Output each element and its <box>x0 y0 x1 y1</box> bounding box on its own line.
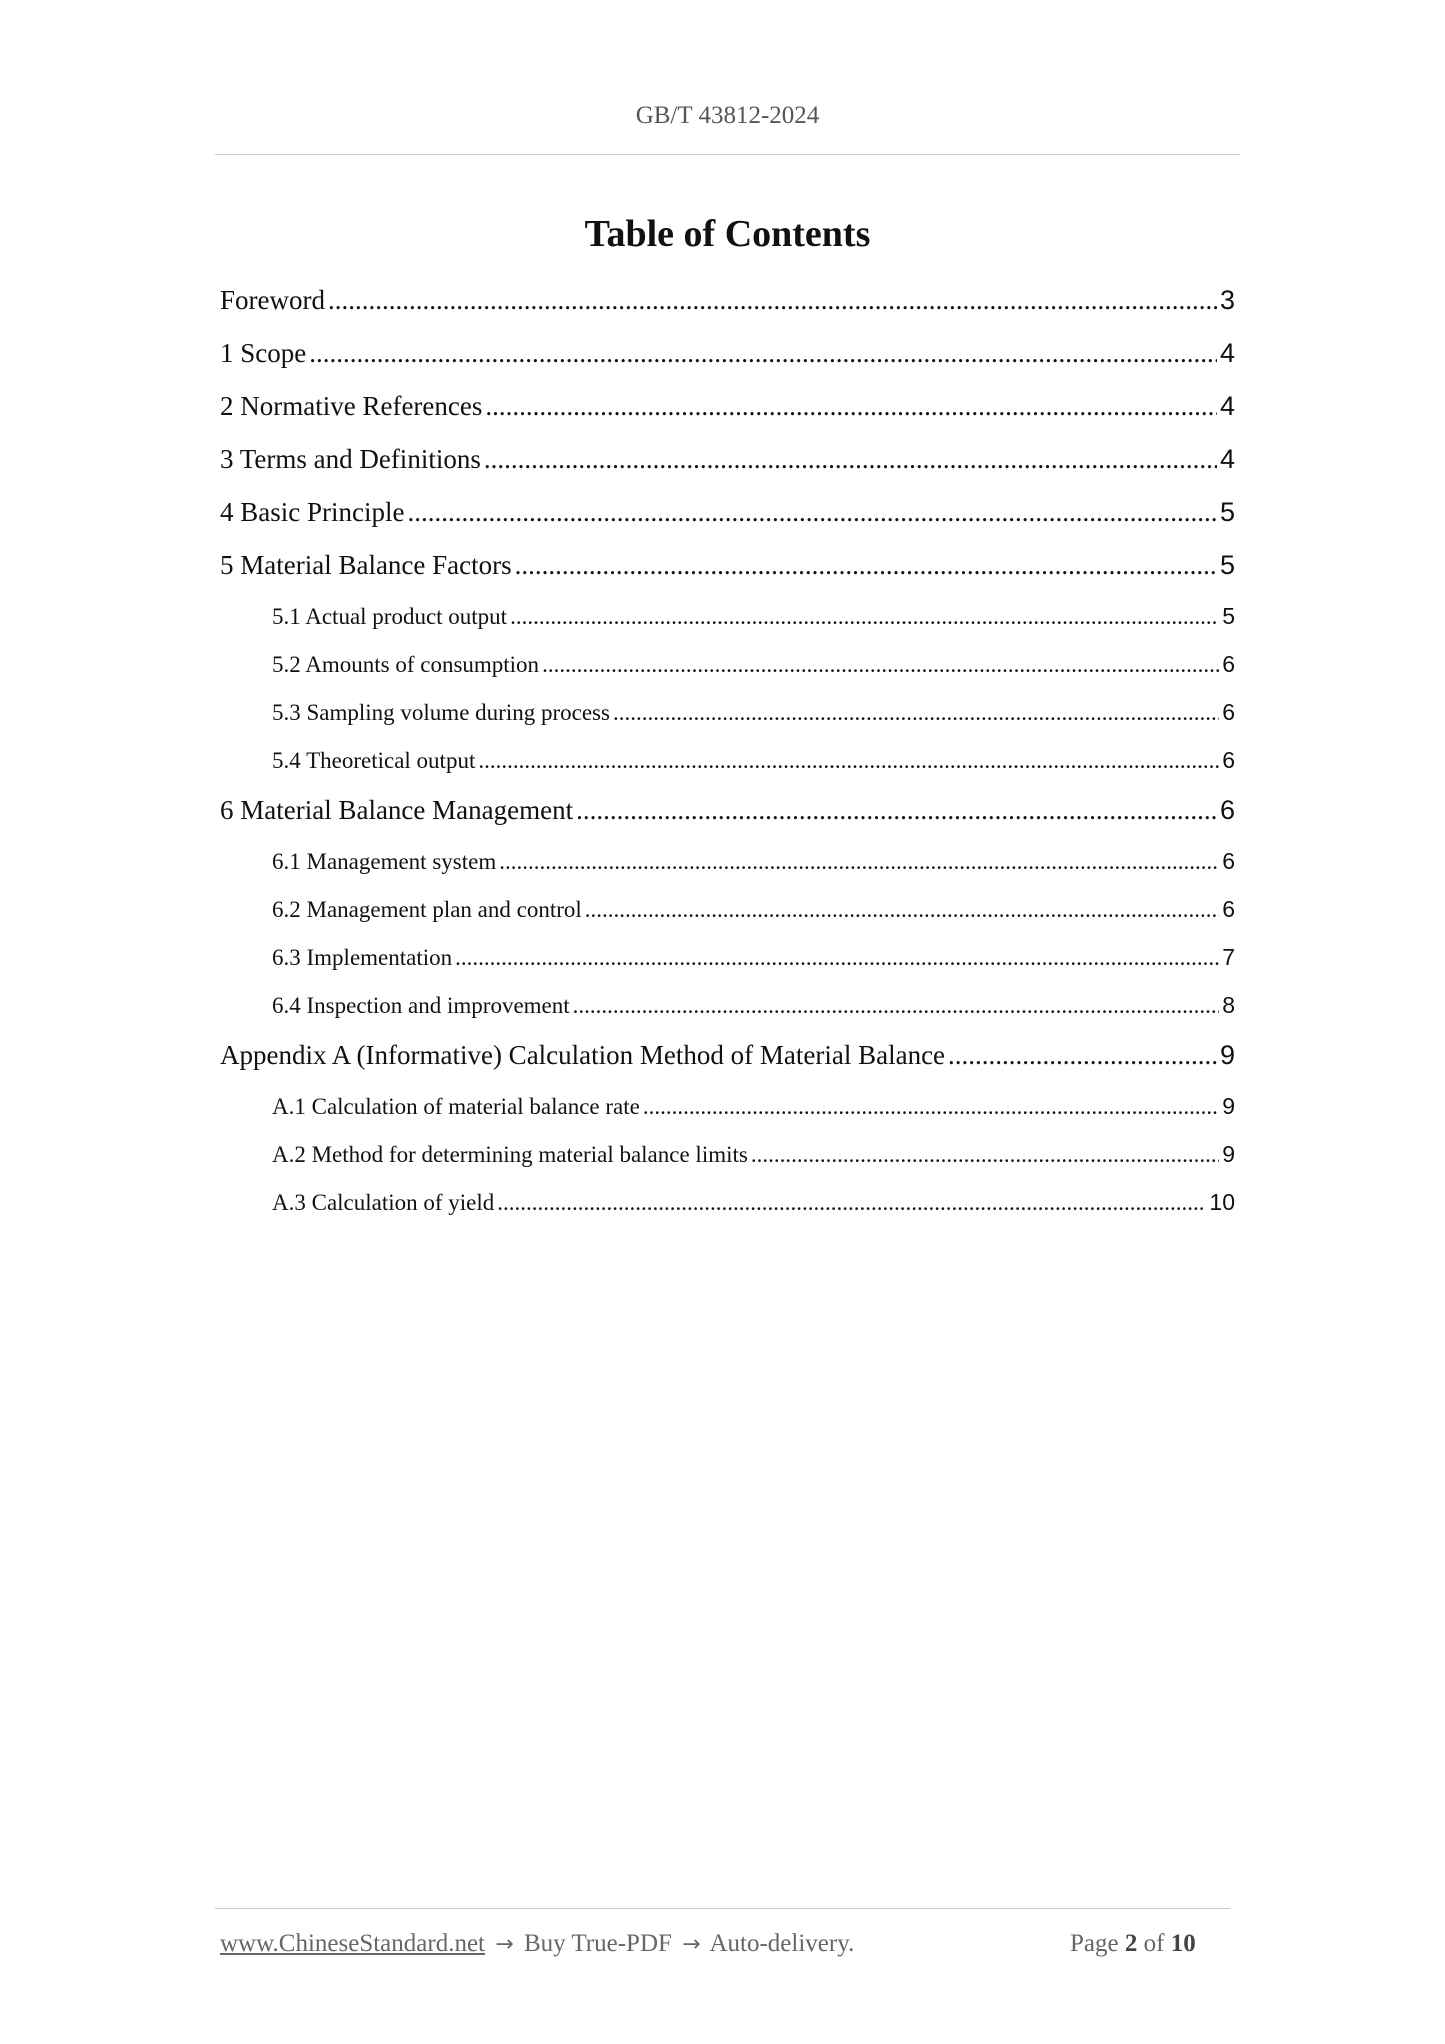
toc-entry-page: 5 <box>1219 550 1235 580</box>
toc-entry-label: 6.2 Management plan and control <box>272 897 582 922</box>
toc-entry[interactable] <box>220 896 1235 944</box>
toc-entry-label: 6 Material Balance Management <box>220 795 574 825</box>
toc-entry-page: 10 <box>1209 1189 1235 1215</box>
toc-entry[interactable] <box>220 391 1235 444</box>
toc-entry-page: 4 <box>1219 391 1235 421</box>
toc-entry[interactable] <box>220 795 1235 848</box>
toc-entry-label: 5 Material Balance Factors <box>220 550 512 580</box>
toc-dot-leader <box>484 444 1217 475</box>
toc-entry[interactable] <box>220 1189 1235 1237</box>
toc-entry[interactable] <box>220 1141 1235 1189</box>
toc-dot-leader <box>328 285 1217 316</box>
toc-dot-leader <box>613 700 1219 726</box>
toc-entry-page: 6 <box>1222 848 1235 874</box>
toc-entry-label: Foreword <box>220 285 325 315</box>
toc-dot-leader <box>751 1142 1219 1168</box>
arrow-right-icon: → <box>682 1932 701 1957</box>
toc-dot-leader <box>455 945 1219 971</box>
document-code-header: GB/T 43812-2024 <box>635 102 820 129</box>
website-link[interactable]: www.ChineseStandard.net <box>220 1930 485 1957</box>
toc-entry-label: 6.1 Management system <box>272 849 497 874</box>
toc-entry-page: 5 <box>1222 603 1235 629</box>
footer-divider <box>215 1908 1230 1909</box>
toc-dot-leader <box>948 1040 1217 1071</box>
toc-entry-page: 8 <box>1222 992 1235 1018</box>
toc-entry-label: 5.4 Theoretical output <box>272 748 476 773</box>
toc-entry-label: 6.3 Implementation <box>272 945 453 970</box>
toc-entry[interactable] <box>220 651 1235 699</box>
toc-entry-label: 5.3 Sampling volume during process <box>272 700 610 725</box>
toc-dot-leader <box>497 1190 1206 1216</box>
page-label: Page <box>1070 1930 1119 1957</box>
toc-dot-leader <box>407 497 1217 528</box>
toc-entry-page: 6 <box>1222 896 1235 922</box>
toc-dot-leader <box>499 849 1219 875</box>
footer-promo <box>220 1930 854 1958</box>
toc-entry-label: 1 Scope <box>220 338 307 368</box>
toc-entry[interactable] <box>220 285 1235 338</box>
toc-dot-leader <box>515 550 1217 581</box>
toc-entry-label: 5.2 Amounts of consumption <box>272 652 540 677</box>
toc-entry[interactable] <box>220 848 1235 896</box>
header-divider <box>215 154 1240 155</box>
toc-entry-page: 6 <box>1222 747 1235 773</box>
toc-entry-page: 9 <box>1222 1093 1235 1119</box>
toc-entry[interactable] <box>220 497 1235 550</box>
toc-entry-label: A.3 Calculation of yield <box>272 1190 495 1215</box>
toc-dot-leader <box>485 391 1217 422</box>
toc-entry-page: 4 <box>1219 338 1235 368</box>
toc-entry[interactable] <box>220 1040 1235 1093</box>
toc-entry[interactable] <box>220 944 1235 992</box>
toc-entry[interactable] <box>220 444 1235 497</box>
toc-entry[interactable] <box>220 699 1235 747</box>
auto-delivery-text: Auto-delivery. <box>709 1930 855 1957</box>
toc-entry-page: 7 <box>1222 944 1235 970</box>
toc-dot-leader <box>576 795 1217 826</box>
arrow-right-icon: → <box>495 1932 514 1957</box>
page-total: 10 <box>1170 1930 1196 1957</box>
toc-entry[interactable] <box>220 550 1235 603</box>
toc-dot-leader <box>542 652 1219 678</box>
toc-dot-leader <box>478 748 1219 774</box>
toc-entry-label: 4 Basic Principle <box>220 497 405 527</box>
toc-entry-page: 6 <box>1222 651 1235 677</box>
toc-entry-page: 9 <box>1219 1040 1235 1070</box>
toc-title: Table of Contents <box>584 213 871 255</box>
toc-entry[interactable] <box>220 338 1235 391</box>
toc-entry-page: 5 <box>1219 497 1235 527</box>
buy-true-pdf-text: Buy True-PDF <box>523 1930 672 1957</box>
toc-entry-label: A.1 Calculation of material balance rate <box>272 1094 640 1119</box>
of-label: of <box>1143 1930 1165 1957</box>
toc-entry[interactable] <box>220 992 1235 1040</box>
toc-entry-label: 6.4 Inspection and improvement <box>272 993 570 1018</box>
toc-dot-leader <box>585 897 1219 923</box>
toc-entry[interactable] <box>220 603 1235 651</box>
table-of-contents <box>220 285 1235 1237</box>
toc-dot-leader <box>510 604 1219 630</box>
page-current: 2 <box>1124 1930 1138 1957</box>
toc-entry-page: 3 <box>1219 285 1235 315</box>
toc-entry-page: 6 <box>1222 699 1235 725</box>
toc-entry[interactable] <box>220 1093 1235 1141</box>
toc-dot-leader <box>309 338 1217 369</box>
page-indicator <box>1070 1930 1196 1958</box>
toc-entry-label: 3 Terms and Definitions <box>220 444 481 474</box>
toc-entry-label: 2 Normative References <box>220 391 483 421</box>
toc-dot-leader <box>573 993 1220 1019</box>
toc-entry-page: 4 <box>1219 444 1235 474</box>
toc-entry[interactable] <box>220 747 1235 795</box>
toc-entry-label: 5.1 Actual product output <box>272 604 508 629</box>
toc-entry-label: A.2 Method for determining material balance limits <box>272 1142 748 1167</box>
toc-dot-leader <box>643 1094 1219 1120</box>
toc-entry-page: 6 <box>1219 795 1235 825</box>
toc-entry-page: 9 <box>1222 1141 1235 1167</box>
toc-entry-label: Appendix A (Informative) Calculation Method of Material Balance <box>220 1040 946 1070</box>
